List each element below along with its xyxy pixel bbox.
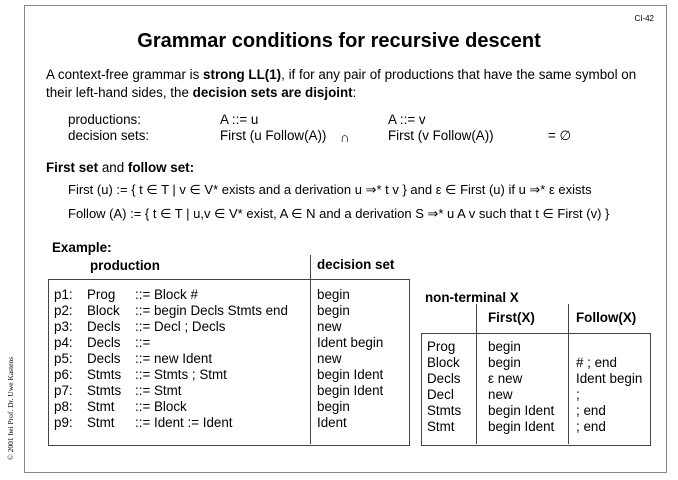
production-lhs-cell: Block xyxy=(87,303,120,318)
production-table-divider xyxy=(310,255,311,444)
decision-set-cell: new xyxy=(317,319,342,334)
follow-set-cell: ; xyxy=(576,387,580,402)
production-lhs-cell: Stmts xyxy=(87,367,122,382)
production-rhs-cell: ::= Stmts ; Stmt xyxy=(135,367,227,382)
nonterminal-header: non-terminal X xyxy=(425,290,519,305)
first-definition: First (u) := { t ∈ T | v ∈ V* exists and a derivation u ⇒* t v } and ε ∈ First (u) if u ⇒* ε exists xyxy=(68,182,592,197)
intro-text-3: : xyxy=(352,85,357,100)
intro-disjoint: decision sets are disjoint xyxy=(192,85,353,100)
decision-set-cell: begin xyxy=(317,287,350,302)
decision-set-cell: Ident xyxy=(317,415,347,430)
nonterminal-divider-1 xyxy=(476,304,477,444)
copyright-note: © 2001 bei Prof. Dr. Uwe Kastens xyxy=(6,356,15,460)
production-ids xyxy=(54,287,73,431)
production-id: p5: xyxy=(54,351,73,366)
nonterminal-first xyxy=(488,339,554,435)
decision-sets-label: decision sets: xyxy=(68,128,150,143)
nonterminal-name-cell: Prog xyxy=(427,339,456,354)
nonterminal-follow xyxy=(576,339,642,435)
follow-definition: Follow (A) := { t ∈ T | u,v ∈ V* exist, A ∈ N and a derivation S ⇒* u A v such that t ∈ First (v) } xyxy=(68,206,610,221)
nonterminal-names xyxy=(427,339,461,435)
production-id: p1: xyxy=(54,287,73,302)
follow-set-cell: ; end xyxy=(576,419,606,434)
production-right: A ::= v xyxy=(388,112,426,127)
decision-set-cell: begin xyxy=(317,303,350,318)
production-id: p6: xyxy=(54,367,73,382)
first-set-cell: new xyxy=(488,387,513,402)
equals-empty: = ∅ xyxy=(548,128,572,143)
production-header: production xyxy=(90,258,160,273)
production-lhs-cell: Decls xyxy=(87,351,121,366)
production-rhs-cell: ::= new Ident xyxy=(135,351,213,366)
production-rhs-cell: ::= Ident := Ident xyxy=(135,415,233,430)
production-lhs-cell: Stmt xyxy=(87,415,115,430)
first-set-term: First set xyxy=(46,160,99,175)
first-set-cell: ε new xyxy=(488,371,523,386)
production-rhs-cell: ::= begin Decls Stmts end xyxy=(135,303,288,318)
nonterminal-name-cell: Decls xyxy=(427,371,461,386)
decision-set-cell: begin xyxy=(317,399,350,414)
production-lhs-cell: Decls xyxy=(87,335,121,350)
decision-set-left: First (u Follow(A)) xyxy=(220,128,327,143)
decision-set-cell: begin Ident xyxy=(317,367,384,382)
nonterminal-name-cell: Stmt xyxy=(427,419,455,434)
production-id: p9: xyxy=(54,415,73,430)
production-lhs-cell: Stmts xyxy=(87,383,122,398)
decision-set-cell: begin Ident xyxy=(317,383,384,398)
production-lhs-cell: Prog xyxy=(87,287,116,302)
follow-set-cell: Ident begin xyxy=(576,371,643,386)
page-title: Grammar conditions for recursive descent xyxy=(137,30,541,52)
intro-paragraph xyxy=(46,66,646,102)
nonterminal-name-cell: Stmts xyxy=(427,403,462,418)
decision-set-cell: new xyxy=(317,351,342,366)
nonterminal-name-cell: Decl xyxy=(427,387,454,402)
page-id: CI-42 xyxy=(634,14,654,23)
follow-set-cell xyxy=(576,339,642,355)
decision-set-right: First (v Follow(A)) xyxy=(388,128,494,143)
production-id: p8: xyxy=(54,399,73,414)
production-rhs xyxy=(135,287,288,431)
productions-label: productions: xyxy=(68,112,141,127)
follow-set-term: follow set: xyxy=(127,160,195,175)
production-id: p2: xyxy=(54,303,73,318)
sets-heading xyxy=(46,160,194,175)
production-rhs-cell: ::= Block # xyxy=(135,287,198,302)
intro-text-2: , if for any pair of productions that have the same symbol on their left-hand sides, the xyxy=(46,67,637,100)
decision-set-header: decision set xyxy=(317,257,395,272)
first-set-cell: begin Ident xyxy=(488,419,555,434)
first-x-header: First(X) xyxy=(488,310,535,325)
first-set-cell: begin xyxy=(488,355,521,370)
production-left: A ::= u xyxy=(220,112,259,127)
production-rhs-cell: ::= Decl ; Decls xyxy=(135,319,226,334)
follow-x-header: Follow(X) xyxy=(576,310,637,325)
follow-set-cell: # ; end xyxy=(576,355,617,370)
production-rhs-cell: ::= xyxy=(135,335,151,350)
first-set-cell: begin Ident xyxy=(488,403,555,418)
production-decisions xyxy=(317,287,383,431)
nonterminal-name-cell: Block xyxy=(427,355,460,370)
production-lhs-cell: Stmt xyxy=(87,399,115,414)
sets-heading-and: and xyxy=(98,160,128,175)
first-set-cell: begin xyxy=(488,339,521,354)
intersect-symbol: ∩ xyxy=(340,130,350,145)
intro-strong-ll1: strong LL(1) xyxy=(203,67,282,82)
production-id: p4: xyxy=(54,335,73,350)
follow-set-cell: ; end xyxy=(576,403,606,418)
production-lhs xyxy=(87,287,121,431)
production-lhs-cell: Decls xyxy=(87,319,121,334)
intro-text-1: A context-free grammar is xyxy=(46,67,204,82)
nonterminal-divider-2 xyxy=(568,304,569,444)
example-label: Example: xyxy=(52,240,112,255)
production-rhs-cell: ::= Stmt xyxy=(135,383,182,398)
production-rhs-cell: ::= Block xyxy=(135,399,187,414)
production-id: p3: xyxy=(54,319,73,334)
decision-set-cell: Ident begin xyxy=(317,335,384,350)
production-id: p7: xyxy=(54,383,73,398)
